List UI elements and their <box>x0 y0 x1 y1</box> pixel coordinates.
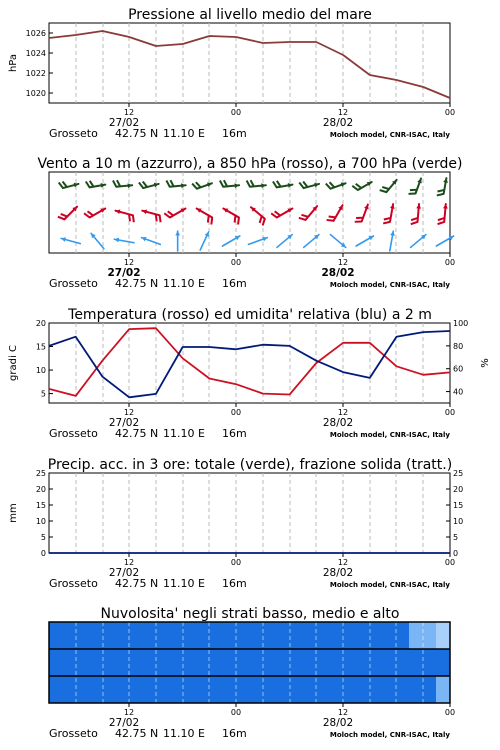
wind-model-credit: Moloch model, CNR-ISAC, Italy <box>329 281 450 289</box>
pressure-x-tick-label: 00 <box>230 108 242 117</box>
wind700-wind-barb <box>437 178 448 195</box>
pressure-date-label: 28/02 <box>322 117 354 129</box>
wind850-barb-flag <box>438 222 445 224</box>
wind850-wind-barb <box>383 204 395 223</box>
wind10-wind-barb <box>356 236 373 246</box>
precip-y-right-tick-label: 15 <box>453 501 464 510</box>
wind10-wind-barb <box>390 231 395 251</box>
cloud-location-name: Grosseto <box>49 727 98 740</box>
wind10-wind-barb <box>61 237 80 243</box>
wind850-barb-flag <box>133 215 134 222</box>
temp-x-tick-label: 00 <box>230 408 242 417</box>
wind10-wind-barb <box>142 237 161 245</box>
wind850-barb-flag <box>235 216 236 223</box>
temp-y-right-tick-label: 80 <box>453 341 464 351</box>
pressure-y-tick-label: 1022 <box>25 69 46 78</box>
precip-location-lon: 11.10 E <box>163 577 205 590</box>
wind10-wind-barb <box>222 236 239 246</box>
wind700-barb-flag <box>326 184 331 189</box>
wind850-barb-flag <box>160 215 161 222</box>
cloud-date-label: 27/02 <box>108 717 140 729</box>
rh-series-line <box>49 331 450 397</box>
pressure-y-tick-label: 1024 <box>25 49 46 58</box>
wind700-barb-flag <box>380 190 387 192</box>
cloud-model-credit: Moloch model, CNR-ISAC, Italy <box>329 731 450 739</box>
wind10-wind-barb <box>175 231 180 251</box>
wind700-barb-head <box>261 183 266 188</box>
wind700-wind-barb <box>59 182 79 189</box>
wind700-barb-flag <box>330 182 335 187</box>
temp-y-label: gradi C <box>8 345 19 381</box>
wind-x-tick-label: 12 <box>337 258 349 267</box>
wind850-wind-barb <box>411 204 421 224</box>
precip-y-right-tick-label: 20 <box>453 485 464 494</box>
wind700-barb-flag <box>303 182 307 188</box>
temp-location-alt: 16m <box>222 427 247 440</box>
wind700-barb-head <box>235 183 240 188</box>
wind850-wind-barb <box>355 205 369 222</box>
wind850-barb-flag <box>299 218 306 220</box>
cloud-location-lon: 11.10 E <box>163 727 205 740</box>
temp-date-label: 27/02 <box>108 417 140 429</box>
wind-x-tick-label: 00 <box>230 258 242 267</box>
temp-x-tick-label: 12 <box>337 408 349 417</box>
wind850-barb-flag <box>411 222 418 224</box>
wind850-wind-barb <box>116 209 134 222</box>
temp-series-line <box>49 328 450 396</box>
wind700-barb-head <box>128 183 133 188</box>
precip-x-tick-label: 00 <box>230 558 242 567</box>
wind850-barb-flag <box>329 216 336 217</box>
temp-x-tick-label: 12 <box>123 408 135 417</box>
cloud-date-label: 28/02 <box>322 717 354 729</box>
precip-y-tick-label: 25 <box>35 469 46 478</box>
precip-y-right-tick-label: 10 <box>453 517 464 526</box>
wind850-wind-barb <box>438 204 448 224</box>
wind700-barb-flag <box>166 181 169 187</box>
wind700-barb-flag <box>224 180 227 186</box>
precip-location-lat: 42.75 N <box>115 577 159 590</box>
wind700-wind-barb <box>86 181 106 188</box>
wind700-barb-flag <box>299 183 303 189</box>
wind850-wind-barb <box>142 209 160 222</box>
wind700-wind-barb <box>380 180 397 192</box>
wind850-barb-flag <box>211 218 212 225</box>
precip-y-right-tick-label: 5 <box>453 533 459 542</box>
wind850-barb-flag <box>156 214 157 221</box>
wind850-barb-flag <box>88 211 94 215</box>
wind850-barb-flag <box>84 213 90 217</box>
pressure-y-tick-label: 1026 <box>25 29 46 38</box>
wind850-barb-flag <box>275 211 281 215</box>
wind850-barb-flag <box>383 222 390 224</box>
precip-location-alt: 16m <box>222 577 247 590</box>
wind700-barb-flag <box>251 180 254 186</box>
wind700-barb-flag <box>113 181 116 187</box>
wind700-barb-flag <box>117 180 120 186</box>
precip-location-name: Grosseto <box>49 577 98 590</box>
temp-location-lon: 11.10 E <box>163 427 205 440</box>
pressure-x-tick-label: 12 <box>123 108 135 117</box>
temp-y-tick-label: 20 <box>35 319 46 328</box>
precip-y-tick-label: 0 <box>40 549 46 558</box>
pressure-y-label: hPa <box>8 53 19 73</box>
pressure-y-tick-label: 1020 <box>25 89 46 98</box>
precip-x-tick-label: 12 <box>337 558 349 567</box>
wind850-barb-flag <box>129 214 130 221</box>
wind850-wind-barb <box>271 209 292 218</box>
temp-plot-frame <box>49 323 450 403</box>
cloud-x-tick-label: 12 <box>123 708 135 717</box>
wind850-wind-barb <box>58 207 77 220</box>
temp-y-right-tick-label: 60 <box>453 364 464 374</box>
wind10-wind-barb <box>436 236 453 246</box>
pressure-series-line <box>49 31 450 98</box>
wind700-barb-flag <box>247 181 250 187</box>
wind850-barb-flag <box>271 213 277 217</box>
precip-title: Precip. acc. in 3 ore: totale (verde), frazione solida (tratt.) <box>47 457 453 473</box>
wind850-wind-barb <box>327 205 343 221</box>
cloud-row-3 <box>49 676 450 703</box>
precip-model-credit: Moloch model, CNR-ISAC, Italy <box>329 581 450 589</box>
wind-date-label: 27/02 <box>107 267 141 279</box>
wind-x-tick-label: 00 <box>444 258 456 267</box>
wind10-wind-barb <box>304 235 319 248</box>
precip-y-tick-label: 20 <box>35 485 46 494</box>
wind850-barb-flag <box>301 215 308 217</box>
wind10-wind-barb <box>114 238 134 243</box>
pressure-x-tick-label: 12 <box>337 108 349 117</box>
temp-y-tick-label: 15 <box>35 342 46 352</box>
wind700-barb-flag <box>143 182 147 188</box>
temp-model-credit: Moloch model, CNR-ISAC, Italy <box>329 431 450 439</box>
wind-title: Vento a 10 m (azzurro), a 850 hPa (rosso), a 700 hPa (verde) <box>37 156 463 172</box>
wind700-barb-flag <box>356 184 362 188</box>
pressure-plot-frame <box>49 23 450 103</box>
wind850-barb-flag <box>260 216 262 223</box>
precip-x-tick-label: 12 <box>123 558 135 567</box>
wind10-wind-barb <box>200 232 209 250</box>
precip-y-tick-label: 10 <box>35 517 46 526</box>
cloud-x-tick-label: 00 <box>230 708 242 717</box>
wind700-barb-flag <box>437 194 444 196</box>
temp-location-name: Grosseto <box>49 427 98 440</box>
wind850-wind-barb <box>164 209 185 218</box>
temp-y-tick-label: 5 <box>40 389 46 399</box>
wind850-barb-flag <box>164 213 170 217</box>
wind700-barb-flag <box>352 186 358 190</box>
wind850-barb-flag <box>327 220 334 221</box>
wind700-barb-flag <box>86 182 90 188</box>
wind850-wind-barb <box>299 206 317 220</box>
rh-y-label: % <box>480 358 491 368</box>
cloud-location-lat: 42.75 N <box>115 727 159 740</box>
wind700-wind-barb <box>409 178 422 193</box>
wind700-barb-flag <box>220 181 223 187</box>
wind-location-lat: 42.75 N <box>115 277 159 290</box>
wind700-barb-flag <box>273 182 277 188</box>
wind850-barb-flag <box>263 219 265 226</box>
temp-date-label: 28/02 <box>322 417 354 429</box>
wind700-barb-flag <box>90 181 94 187</box>
wind-location-name: Grosseto <box>49 277 98 290</box>
wind-location-lon: 11.10 E <box>163 277 205 290</box>
pressure-title: Pressione al livello medio del mare <box>128 7 372 23</box>
wind700-barb-flag <box>192 184 197 189</box>
pressure-model-credit: Moloch model, CNR-ISAC, Italy <box>329 131 450 139</box>
wind850-wind-barb <box>223 209 239 225</box>
cloud-row-2 <box>49 649 450 676</box>
cloud-x-tick-label: 00 <box>444 708 456 717</box>
wind10-wind-barb <box>248 237 267 245</box>
wind850-barb-flag <box>168 211 174 215</box>
temp-location-lat: 42.75 N <box>115 427 159 440</box>
pressure-location-alt: 16m <box>222 127 247 140</box>
pressure-location-name: Grosseto <box>49 127 98 140</box>
cloud-title: Nuvolosita' negli strati basso, medio e alto <box>100 606 400 622</box>
pressure-date-label: 27/02 <box>108 117 140 129</box>
temp-y-right-tick-label: 40 <box>453 387 464 397</box>
wind850-barb-head <box>443 204 448 209</box>
precip-date-label: 28/02 <box>322 567 354 579</box>
cloud-cell-light <box>436 676 450 703</box>
wind700-barb-flag <box>139 183 143 189</box>
wind-date-label: 28/02 <box>321 267 355 279</box>
wind700-barb-flag <box>63 182 67 188</box>
pressure-location-lon: 11.10 E <box>163 127 205 140</box>
wind700-barb-flag <box>170 180 173 186</box>
wind850-barb-flag <box>208 216 209 223</box>
cloud-location-alt: 16m <box>222 727 247 740</box>
wind700-barb-flag <box>196 182 201 187</box>
wind850-barb-flag <box>61 214 67 217</box>
precip-y-right-tick-label: 25 <box>453 469 464 478</box>
precip-y-tick-label: 15 <box>35 501 46 510</box>
wind10-barb-head <box>175 231 180 235</box>
wind10-wind-barb <box>411 235 426 248</box>
precip-plot-frame <box>49 473 450 553</box>
wind850-barb-head <box>416 204 421 209</box>
pressure-location-lat: 42.75 N <box>115 127 159 140</box>
wind850-wind-barb <box>84 209 105 218</box>
cloud-cell-lighter <box>436 622 450 649</box>
wind-location-alt: 16m <box>222 277 247 290</box>
precip-y-label: mm <box>8 503 19 523</box>
wind700-barb-flag <box>277 181 281 187</box>
cloud-row-1 <box>49 622 450 649</box>
wind700-barb-flag <box>59 183 63 189</box>
temp-x-tick-label: 00 <box>444 408 456 417</box>
cloud-x-tick-label: 12 <box>337 708 349 717</box>
wind-x-tick-label: 12 <box>123 258 135 267</box>
precip-y-tick-label: 5 <box>40 533 46 542</box>
precip-y-right-tick-label: 0 <box>453 549 459 558</box>
pressure-x-tick-label: 00 <box>444 108 456 117</box>
temp-y-tick-label: 10 <box>35 366 46 376</box>
wind700-barb-flag <box>382 187 389 189</box>
temp-y-right-tick-label: 100 <box>453 319 469 328</box>
precip-x-tick-label: 00 <box>444 558 456 567</box>
wind850-wind-barb <box>197 209 213 225</box>
wind850-barb-flag <box>58 217 64 220</box>
wind700-wind-barb <box>352 182 371 190</box>
precip-date-label: 27/02 <box>108 567 140 579</box>
wind10-wind-barb <box>91 233 104 248</box>
temp-title: Temperatura (rosso) ed umidita' relativa (blu) a 2 m <box>68 307 432 323</box>
wind850-barb-flag <box>238 218 239 225</box>
